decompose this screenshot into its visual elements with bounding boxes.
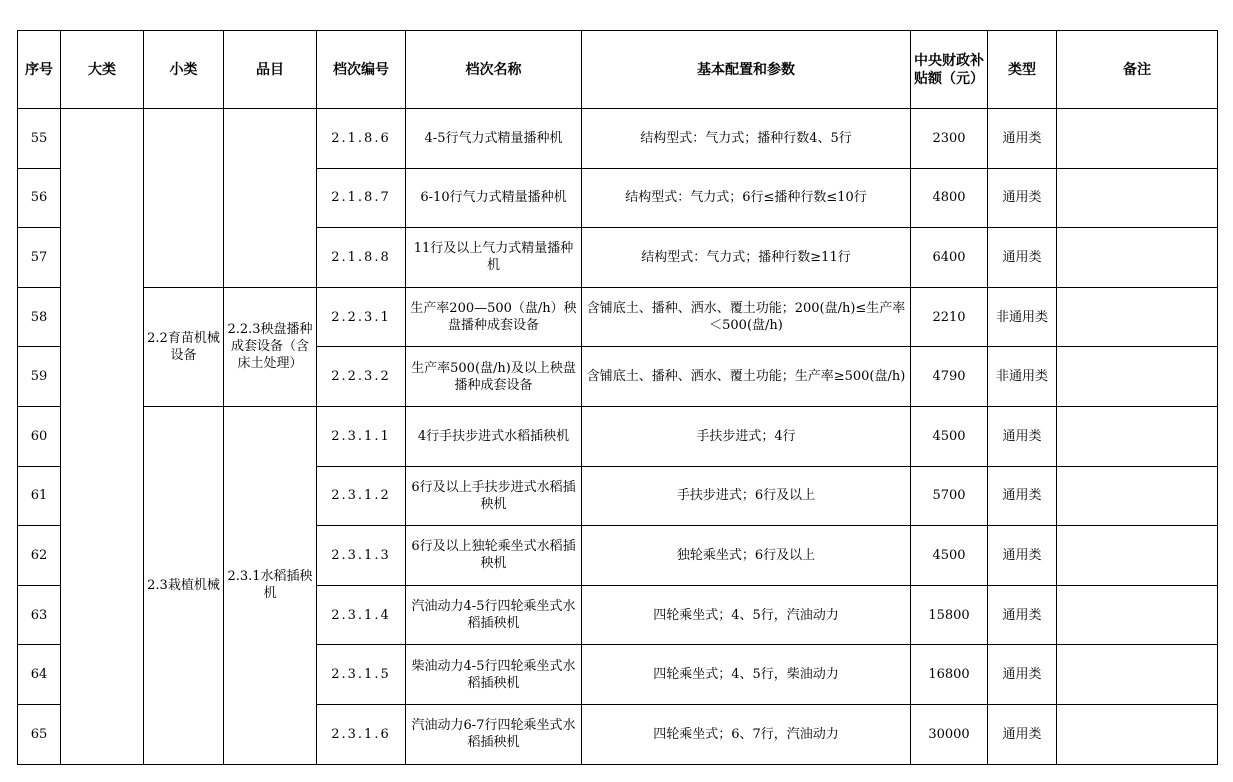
subsidy-cell: 4800 — [911, 168, 988, 228]
seq-cell: 55 — [18, 109, 61, 169]
grade-code-cell: 2.3.1.4 — [317, 585, 406, 645]
config-cell: 手扶步进式；4行 — [582, 406, 911, 466]
header-grade-name: 档次名称 — [406, 31, 582, 109]
item-cell: 2.3.1水稻插秧机 — [224, 406, 317, 764]
grade-name-cell: 6行及以上独轮乘坐式水稻插秧机 — [406, 526, 582, 586]
grade-name-cell: 汽油动力6-7行四轮乘坐式水稻插秧机 — [406, 704, 582, 764]
remark-cell — [1057, 645, 1218, 705]
config-cell: 四轮乘坐式；6、7行，汽油动力 — [582, 704, 911, 764]
seq-cell: 64 — [18, 645, 61, 705]
config-cell: 独轮乘坐式；6行及以上 — [582, 526, 911, 586]
grade-code-cell: 2.2.3.2 — [317, 347, 406, 407]
remark-cell — [1057, 406, 1218, 466]
table-row — [18, 109, 1218, 169]
subsidy-cell: 16800 — [911, 645, 988, 705]
type-cell: 非通用类 — [988, 287, 1057, 347]
remark-cell — [1057, 466, 1218, 526]
type-cell: 通用类 — [988, 109, 1057, 169]
subsidy-cell: 4790 — [911, 347, 988, 407]
subsidy-cell: 30000 — [911, 704, 988, 764]
subsidy-cell: 2210 — [911, 287, 988, 347]
subsidy-cell: 4500 — [911, 526, 988, 586]
grade-code-cell: 2.3.1.3 — [317, 526, 406, 586]
seq-cell: 65 — [18, 704, 61, 764]
header-row — [18, 31, 1218, 109]
remark-cell — [1057, 704, 1218, 764]
header-type: 类型 — [988, 31, 1057, 109]
grade-name-cell: 汽油动力4-5行四轮乘坐式水稻插秧机 — [406, 585, 582, 645]
table-row — [18, 287, 1218, 347]
header-config: 基本配置和参数 — [582, 31, 911, 109]
header-subsidy: 中央财政补贴额（元） — [911, 31, 988, 109]
grade-name-cell: 6-10行气力式精量播种机 — [406, 168, 582, 228]
remark-cell — [1057, 347, 1218, 407]
type-cell: 通用类 — [988, 645, 1057, 705]
type-cell: 通用类 — [988, 466, 1057, 526]
config-cell: 手扶步进式；6行及以上 — [582, 466, 911, 526]
config-cell: 四轮乘坐式；4、5行，汽油动力 — [582, 585, 911, 645]
grade-code-cell: 2.1.8.6 — [317, 109, 406, 169]
header-remark: 备注 — [1057, 31, 1218, 109]
grade-code-cell: 2.3.1.2 — [317, 466, 406, 526]
header-grade-code: 档次编号 — [317, 31, 406, 109]
type-cell: 通用类 — [988, 704, 1057, 764]
grade-code-cell: 2.1.8.7 — [317, 168, 406, 228]
type-cell: 通用类 — [988, 228, 1057, 288]
grade-name-cell: 6行及以上手扶步进式水稻插秧机 — [406, 466, 582, 526]
subsidy-cell: 5700 — [911, 466, 988, 526]
grade-name-cell: 柴油动力4-5行四轮乘坐式水稻插秧机 — [406, 645, 582, 705]
category-cell — [61, 109, 144, 765]
grade-name-cell: 4-5行气力式精量播种机 — [406, 109, 582, 169]
subsidy-cell: 4500 — [911, 406, 988, 466]
config-cell: 含铺底土、播种、洒水、覆土功能；生产率≥500(盘/h) — [582, 347, 911, 407]
grade-code-cell: 2.3.1.5 — [317, 645, 406, 705]
seq-cell: 57 — [18, 228, 61, 288]
item-cell — [224, 109, 317, 288]
seq-cell: 56 — [18, 168, 61, 228]
item-cell: 2.2.3秧盘播种成套设备（含床土处理） — [224, 287, 317, 406]
type-cell: 通用类 — [988, 168, 1057, 228]
remark-cell — [1057, 228, 1218, 288]
type-cell: 通用类 — [988, 526, 1057, 586]
type-cell: 通用类 — [988, 585, 1057, 645]
seq-cell: 61 — [18, 466, 61, 526]
grade-code-cell: 2.1.8.8 — [317, 228, 406, 288]
seq-cell: 63 — [18, 585, 61, 645]
subsidy-table — [17, 30, 1218, 765]
grade-code-cell: 2.2.3.1 — [317, 287, 406, 347]
seq-cell: 60 — [18, 406, 61, 466]
remark-cell — [1057, 109, 1218, 169]
grade-name-cell: 4行手扶步进式水稻插秧机 — [406, 406, 582, 466]
grade-name-cell: 11行及以上气力式精量播种机 — [406, 228, 582, 288]
config-cell: 结构型式：气力式；播种行数≥11行 — [582, 228, 911, 288]
remark-cell — [1057, 526, 1218, 586]
config-cell: 含铺底土、播种、洒水、覆土功能；200(盘/h)≤生产率＜500(盘/h) — [582, 287, 911, 347]
table-row — [18, 406, 1218, 466]
remark-cell — [1057, 287, 1218, 347]
header-item: 品目 — [224, 31, 317, 109]
type-cell: 非通用类 — [988, 347, 1057, 407]
grade-code-cell: 2.3.1.6 — [317, 704, 406, 764]
subcategory-cell: 2.3栽植机械 — [144, 406, 224, 764]
remark-cell — [1057, 585, 1218, 645]
grade-name-cell: 生产率200—500（盘/h）秧盘播种成套设备 — [406, 287, 582, 347]
seq-cell: 62 — [18, 526, 61, 586]
config-cell: 四轮乘坐式；4、5行，柴油动力 — [582, 645, 911, 705]
header-category: 大类 — [61, 31, 144, 109]
header-subcategory: 小类 — [144, 31, 224, 109]
remark-cell — [1057, 168, 1218, 228]
subsidy-cell: 15800 — [911, 585, 988, 645]
header-seq: 序号 — [18, 31, 61, 109]
type-cell: 通用类 — [988, 406, 1057, 466]
subsidy-cell: 2300 — [911, 109, 988, 169]
seq-cell: 59 — [18, 347, 61, 407]
subsidy-cell: 6400 — [911, 228, 988, 288]
config-cell: 结构型式：气力式；6行≤播种行数≤10行 — [582, 168, 911, 228]
subcategory-cell — [144, 109, 224, 288]
grade-name-cell: 生产率500(盘/h)及以上秧盘播种成套设备 — [406, 347, 582, 407]
grade-code-cell: 2.3.1.1 — [317, 406, 406, 466]
config-cell: 结构型式：气力式；播种行数4、5行 — [582, 109, 911, 169]
subcategory-cell: 2.2育苗机械设备 — [144, 287, 224, 406]
seq-cell: 58 — [18, 287, 61, 347]
